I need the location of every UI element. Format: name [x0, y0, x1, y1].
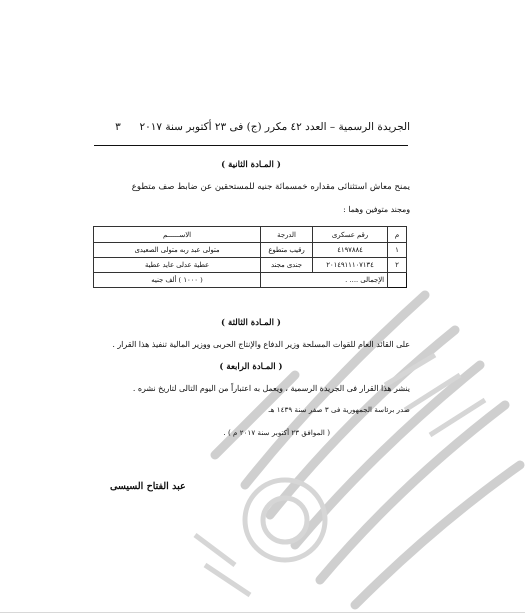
running-header — [100, 121, 410, 133]
table-cell: عطية عدلى عايد عطية — [94, 258, 261, 273]
column-header: م — [388, 227, 407, 243]
table-cell: رقيب متطوع — [261, 243, 313, 258]
article-4-text-line-1: ينشر هذا القرار فى الجريدة الرسمية ، ويعمل به اعتباراً من اليوم التالى لتاريخ نشره . — [132, 384, 410, 393]
issued-at-line: صدر برئاسة الجمهورية فى ٣ صفر سنة ١٤٣٩ هـ — [268, 405, 410, 414]
article-3-text-line-1: على القائد العام للقوات المسلحة وزير الدفاع والإنتاج الحربى ووزير المالية تنفيذ هذا القرار . — [112, 340, 410, 349]
article-2-text-line-2: ومجند متوفين وهما : — [343, 205, 410, 214]
signature-name: عبد الفتاح السيسى — [110, 481, 186, 492]
table-cell: ٢ — [388, 258, 407, 273]
total-value: ( ١٠٠٠ ) ألف جنيه — [94, 273, 261, 288]
table-row — [94, 243, 407, 258]
table-cell: ٤١٩٧٨٨٤ — [313, 243, 388, 258]
beneficiaries-table — [93, 226, 407, 288]
column-header: الاســــــم — [94, 227, 261, 243]
article-3-heading: ( المـادة الثالثة ) — [221, 318, 281, 328]
table-cell: جندى مجند — [261, 258, 313, 273]
total-label: الإجمالى .... . — [261, 273, 388, 288]
page-number: ٣ — [115, 121, 121, 133]
table-row — [94, 258, 407, 273]
article-4-heading: ( المـادة الرابعة ) — [219, 362, 283, 372]
article-2-heading: ( المـادة الثانية ) — [221, 160, 281, 170]
column-header: الدرجة — [261, 227, 313, 243]
table-cell: ١ — [388, 243, 407, 258]
article-2-text-line-1: يمنح معاش استثنائى مقداره خمسمائة جنيه للمستحقين عن ضابط صف متطوع — [131, 182, 410, 192]
column-header: رقم عسكرى — [313, 227, 388, 243]
header-title: الجريدة الرسمية – العدد ٤٢ مكرر (ج) فى ٢٣ أكتوبر سنة ٢٠١٧ — [139, 121, 410, 133]
issued-date-line: ( الموافق ٢٣ أكتوبر سنة ٢٠١٧ م ) . — [223, 428, 330, 437]
table-cell: متولى عبد ربه متولى الصعيدى — [94, 243, 261, 258]
table-header-row — [94, 227, 407, 243]
header-divider — [94, 145, 408, 146]
table-cell: ٢٠١٤٩١١١٠٧١٣٤ — [313, 258, 388, 273]
table-total-row — [94, 273, 407, 288]
watermark-seal-image — [175, 235, 525, 613]
